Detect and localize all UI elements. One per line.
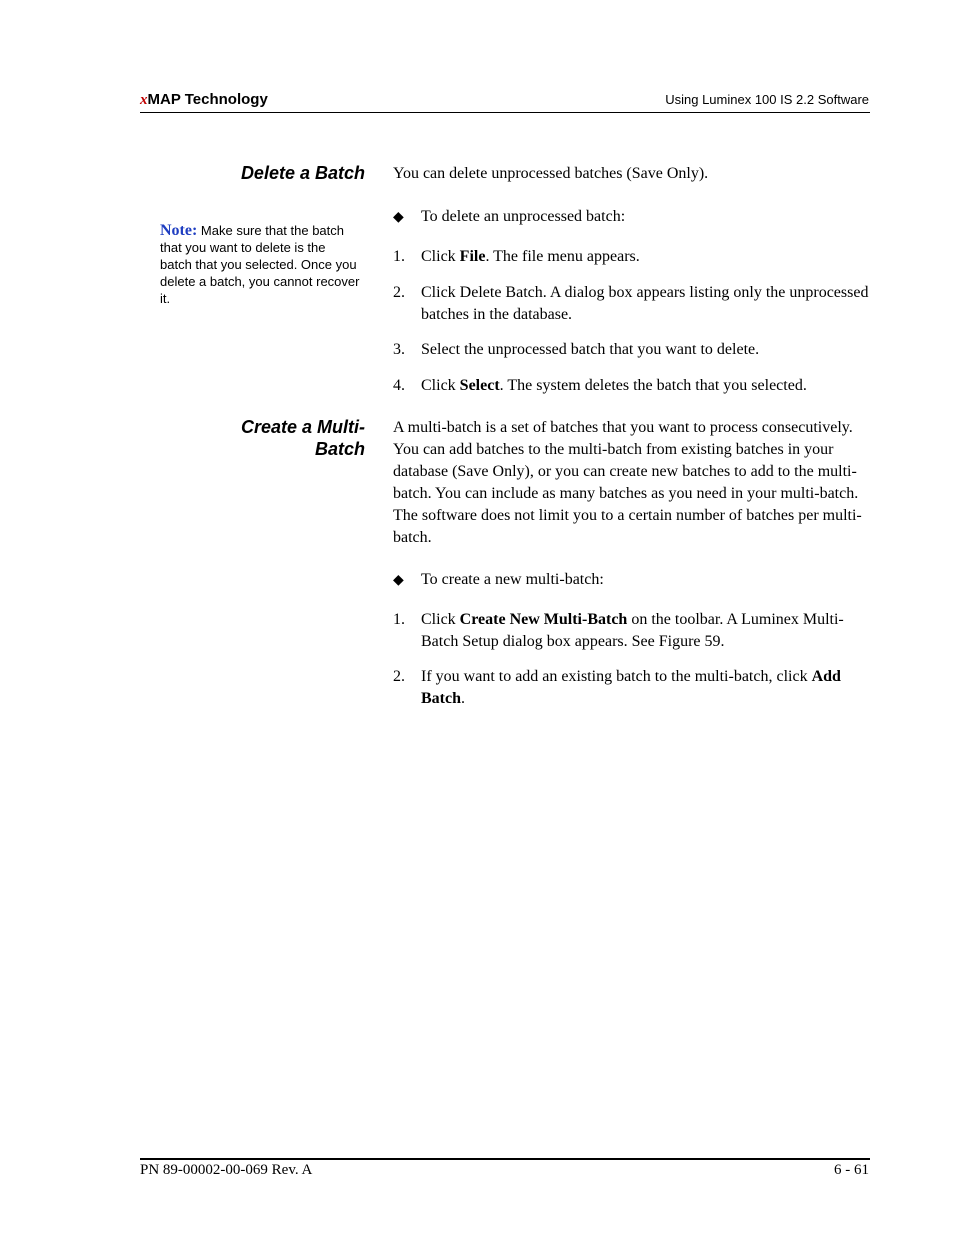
diamond-bullet-icon: ◆ bbox=[393, 210, 404, 225]
step-text bbox=[421, 609, 873, 653]
step-text-bold: File bbox=[459, 248, 486, 265]
note-text: Make sure that the batch that you want to delete is the batch that you selected. Once you delete a batch, you cannot recover it. bbox=[160, 223, 360, 306]
step-text: Select the unprocessed batch that you want to delete. bbox=[421, 341, 760, 358]
step-number: 4. bbox=[393, 377, 405, 394]
note-label: Note: bbox=[160, 222, 198, 239]
bullet-text: To delete an unprocessed batch: bbox=[421, 208, 626, 225]
step-text-post: on the toolbar. A Luminex Multi-Batch Setup dialog box appears. See Figure 59. bbox=[421, 611, 844, 650]
multi-step-2 bbox=[393, 666, 873, 710]
delete-step-2 bbox=[393, 282, 873, 326]
delete-batch-note bbox=[160, 222, 360, 307]
step-text bbox=[421, 666, 873, 710]
step-text: Click Delete Batch. A dialog box appears listing only the unprocessed batches in the database. bbox=[421, 284, 869, 323]
step-text-post: . The system deletes the batch that you selected. bbox=[499, 377, 807, 394]
step-text-bold: Add Batch bbox=[421, 668, 841, 707]
step-number: 1. bbox=[393, 248, 405, 265]
step-text-pre: If you want to add an existing batch to the multi-batch, click bbox=[421, 668, 812, 685]
delete-step-1 bbox=[393, 246, 873, 268]
step-text-pre: Click bbox=[421, 611, 460, 628]
multi-step-1 bbox=[393, 609, 873, 653]
step-number: 1. bbox=[393, 611, 405, 628]
delete-step-4 bbox=[393, 375, 873, 397]
multi-batch-procedure-bullet bbox=[393, 569, 873, 592]
header-title-rest: MAP Technology bbox=[147, 91, 268, 108]
step-text bbox=[421, 246, 873, 268]
step-text-bold: Create New Multi-Batch bbox=[459, 611, 628, 628]
diamond-bullet-icon: ◆ bbox=[393, 573, 404, 588]
footer-divider bbox=[140, 1158, 870, 1160]
step-text-pre: Click bbox=[421, 377, 460, 394]
step-number: 3. bbox=[393, 341, 405, 358]
header-divider bbox=[140, 112, 870, 113]
delete-step-3 bbox=[393, 339, 873, 361]
step-number: 2. bbox=[393, 284, 405, 301]
delete-batch-intro: You can delete unprocessed batches (Save Only). bbox=[393, 165, 709, 182]
running-header-subtitle: Using Luminex 100 IS 2.2 Software bbox=[665, 92, 869, 107]
create-multi-batch-heading bbox=[165, 416, 365, 460]
delete-batch-heading: Delete a Batch bbox=[240, 163, 365, 183]
step-number: 2. bbox=[393, 668, 405, 685]
delete-batch-procedure-bullet bbox=[393, 206, 873, 229]
page-number: 6 - 61 bbox=[834, 1162, 869, 1178]
step-text bbox=[421, 375, 873, 397]
part-number: PN 89-00002-00-069 Rev. A bbox=[140, 1162, 313, 1178]
running-header-title bbox=[140, 91, 268, 109]
multi-batch-intro: A multi-batch is a set of batches that you want to process consecutively. You can add batches to the multi-batch from existing batches in your database (Save Only), or you can create new batches to add to the multi-batch. You can include as many batches as you need in your multi-batch. The software does not limit you to a certain number of batches per multi-batch. bbox=[393, 419, 862, 546]
heading-line-2: Batch bbox=[314, 439, 365, 459]
heading-line-1: Create a Multi- bbox=[240, 417, 365, 437]
step-text-pre: Click bbox=[421, 248, 460, 265]
step-text-post: . The file menu appears. bbox=[485, 248, 640, 265]
bullet-text: To create a new multi-batch: bbox=[421, 571, 604, 588]
step-text-bold: Select bbox=[459, 377, 500, 394]
header-x-prefix: x bbox=[140, 92, 148, 108]
step-text-post: . bbox=[461, 690, 465, 707]
